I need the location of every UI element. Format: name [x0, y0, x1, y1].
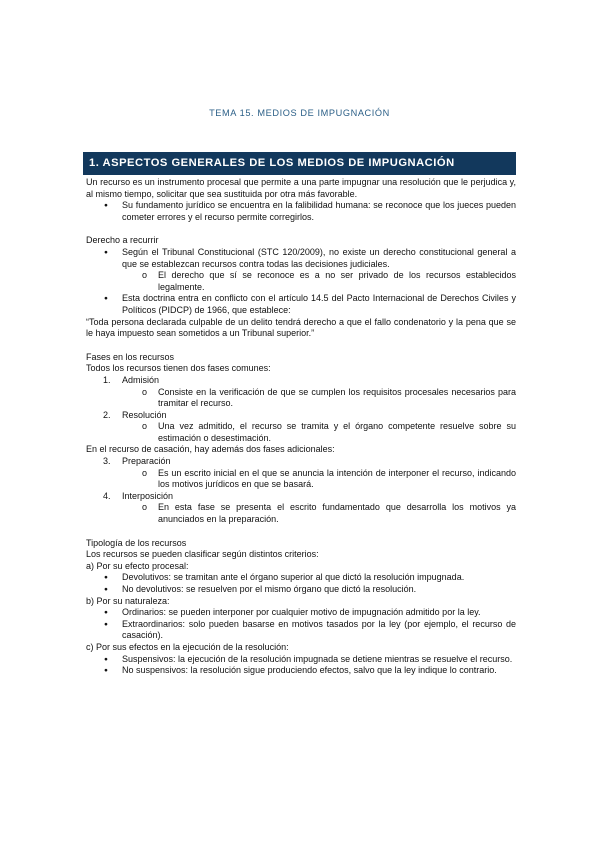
tipologia-group-label: c) Por sus efectos en la ejecución de la resolución:: [86, 641, 289, 652]
derecho-bullet-1: ● Según el Tribunal Constitucional (STC 120/2009), no existe un derecho constitucional general a que se establezcan recursos contra todas las decisiones judiciales.: [86, 247, 516, 270]
intro-bullet: ● Su fundamento jurídico se encuentra en la falibilidad humana: se reconoce que los jueces pueden cometer errores y el recurso permite corregirlos.: [86, 200, 516, 223]
tipologia-group-label: a) Por su efecto procesal:: [86, 560, 189, 571]
fases-intro: Todos los recursos tienen dos fases comunes:: [86, 363, 271, 374]
derecho-heading: Derecho a recurrir: [86, 235, 159, 246]
tipologia-bullet: ● No devolutivos: se resuelven por el mismo órgano que dictó la resolución.: [86, 584, 516, 596]
page-title: TEMA 15. MEDIOS DE IMPUGNACIÓN: [209, 108, 390, 118]
fase-label: Interposición: [122, 490, 174, 501]
fase-number: 1.: [103, 374, 111, 385]
section-header: 1. ASPECTOS GENERALES DE LOS MEDIOS DE IMPUGNACIÓN: [83, 152, 516, 175]
derecho-subbullet-1: o El derecho que sí se reconoce es a no ser privado de los recursos establecidos legalmente.: [86, 270, 516, 293]
fase-item-resolucion: [86, 410, 516, 422]
casacion-intro: En el recurso de casación, hay además dos fases adicionales:: [86, 444, 335, 455]
tipologia-group-label: b) Por su naturaleza:: [86, 595, 170, 606]
fase-subbullet: o Una vez admitido, el recurso se tramita y el órgano competente resuelve sobre su estimación o desestimación.: [86, 421, 516, 444]
fase-subbullet: o En esta fase se presenta el escrito fundamentado que desarrolla los motivos ya anunciados en la preparación.: [86, 502, 516, 525]
fase-label: Admisión: [122, 374, 160, 385]
tipologia-bullet: ● Extraordinarios: solo pueden basarse en motivos tasados por la ley (por ejemplo, el recurso de casación).: [86, 619, 516, 642]
derecho-quote: “Toda persona declarada culpable de un delito tendrá derecho a que el fallo condenatorio y la pena que se le haya impuesto sean sometidos a un Tribunal superior.”: [86, 316, 516, 339]
intro-paragraph: Un recurso es un instrumento procesal que permite a una parte impugnar una resolución que le perjudica y, al mismo tiempo, solicitar que sea sustituida por otra más favorable.: [86, 177, 516, 199]
fase-number: 3.: [103, 456, 111, 467]
document-body: [86, 177, 516, 677]
fases-heading: Fases en los recursos: [86, 351, 175, 362]
fase-subbullet: o Es un escrito inicial en el que se anuncia la intención de interponer el recurso, indicando los motivos jurídicos en que se basará.: [86, 468, 516, 491]
fase-item-preparacion: [86, 456, 516, 468]
derecho-bullet-2: ● Esta doctrina entra en conflicto con el artículo 14.5 del Pacto Internacional de Derechos Civiles y Políticos (PIDCP) de 1966, que establece:: [86, 293, 516, 316]
fase-number: 2.: [103, 409, 111, 420]
tipologia-bullet: ● No suspensivos: la resolución sigue produciendo efectos, salvo que la ley indique lo contrario.: [86, 665, 516, 677]
tipologia-intro: Los recursos se pueden clasificar según distintos criterios:: [86, 549, 319, 560]
fase-label: Resolución: [122, 409, 167, 420]
fase-label: Preparación: [122, 456, 171, 467]
tipologia-heading: Tipología de los recursos: [86, 537, 187, 548]
tipologia-bullet: ● Ordinarios: se pueden interponer por cualquier motivo de impugnación admitido por la ley.: [86, 607, 516, 619]
tipologia-bullet: ● Suspensivos: la ejecución de la resolución impugnada se detiene mientras se resuelve el recurso.: [86, 654, 516, 666]
fase-item-interposicion: [86, 491, 516, 503]
fase-item-admision: [86, 375, 516, 387]
fase-number: 4.: [103, 490, 111, 501]
tipologia-bullet: ● Devolutivos: se tramitan ante el órgano superior al que dictó la resolución impugnada.: [86, 572, 516, 584]
fase-subbullet: o Consiste en la verificación de que se cumplen los requisitos procesales necesarios para tramitar el recurso.: [86, 387, 516, 410]
